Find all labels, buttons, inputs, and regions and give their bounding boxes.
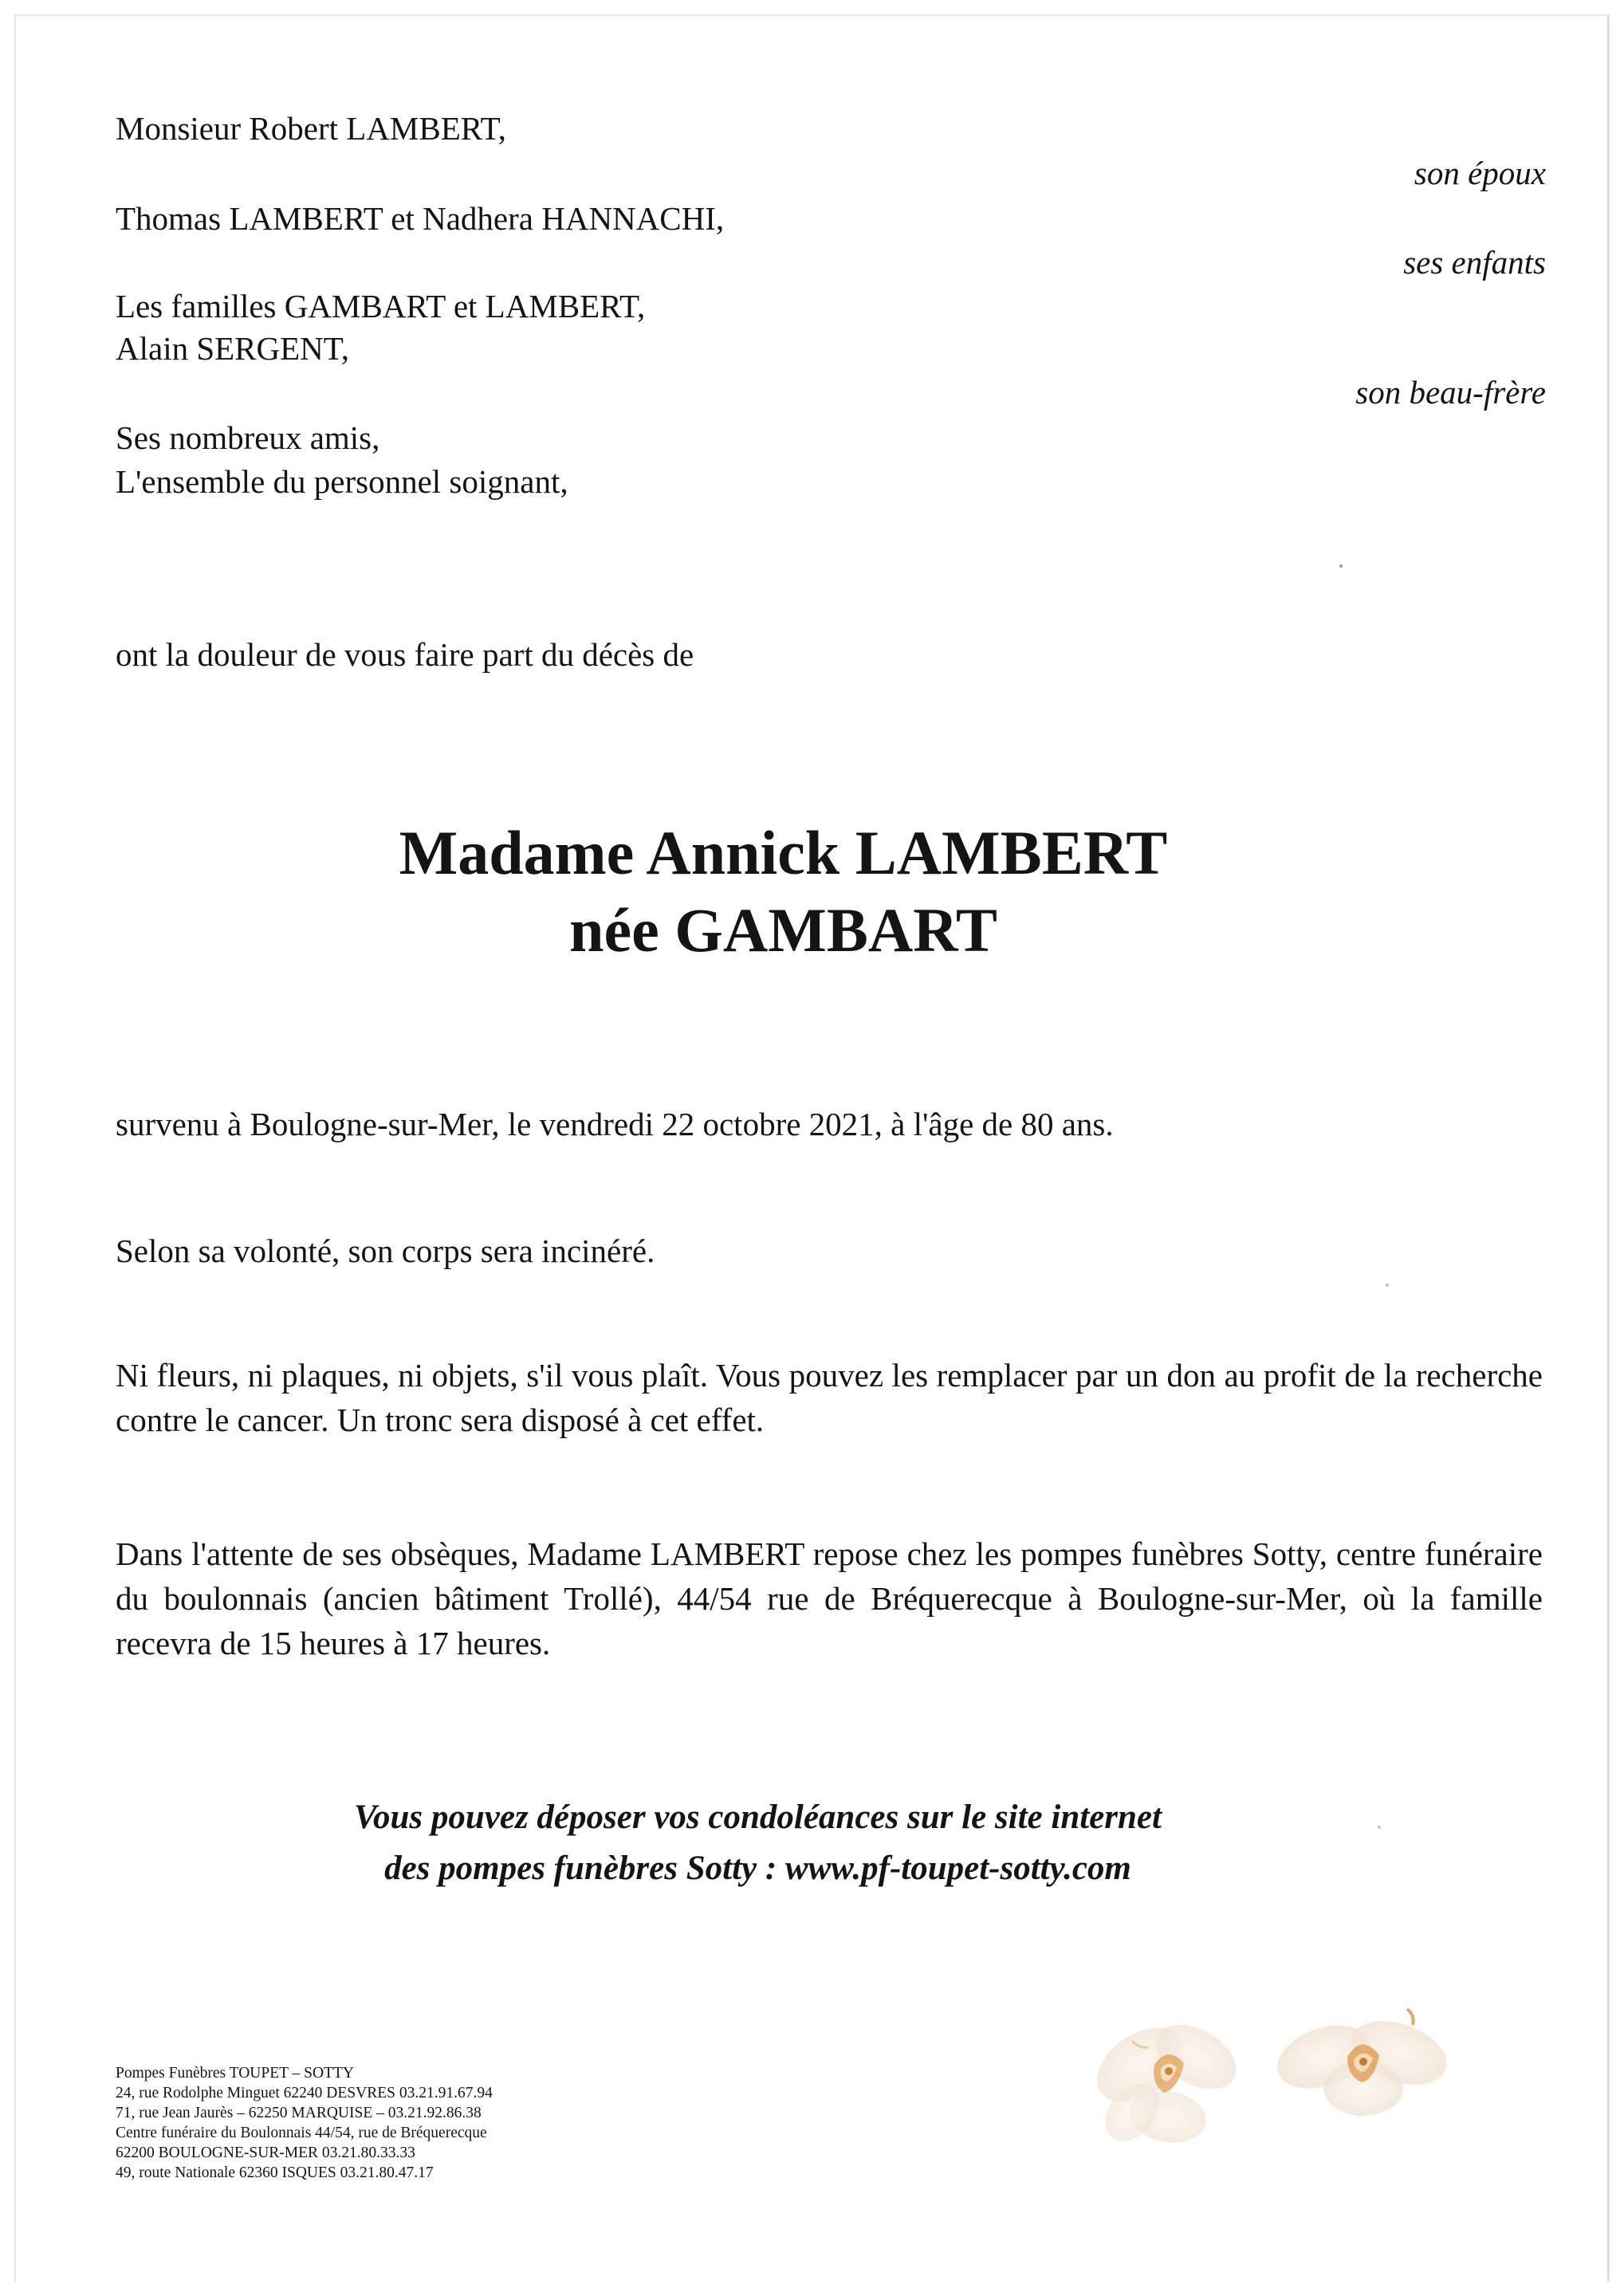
death-paragraph: survenu à Boulogne-sur-Mer, le vendredi 22 octobre 2021, à l'âge de 80 ans. xyxy=(116,1106,1114,1142)
footer-address-marquise: 71, rue Jean Jaurès – 62250 MARQUISE – 03.21.92.86.38 xyxy=(116,2105,482,2121)
cremation-paragraph: Selon sa volonté, son corps sera incinéré. xyxy=(116,1233,655,1269)
family-friends: Ses nombreux amis, xyxy=(116,419,380,456)
scan-speck xyxy=(1386,1284,1389,1287)
funeral-home-footer xyxy=(116,2063,493,2183)
footer-address-boulogne: 62200 BOULOGNE-SUR-MER 03.21.80.33.33 xyxy=(116,2145,415,2161)
family-children: Thomas LAMBERT et Nadhera HANNACHI, xyxy=(116,200,725,237)
footer-company: Pompes Funèbres TOUPET – SOTTY xyxy=(116,2065,355,2082)
relation-children: ses enfants xyxy=(1403,244,1546,281)
scan-speck xyxy=(1378,1826,1381,1829)
deceased-name: Madame Annick LAMBERT xyxy=(399,818,1168,887)
footer-address-desvres: 24, rue Rodolphe Minguet 62240 DESVRES 03.21.91.67.94 xyxy=(116,2085,493,2101)
announcement-text: ont la douleur de vous faire part du décès de xyxy=(116,636,694,673)
condolences-line-2: des pompes funèbres Sotty : www.pf-toupet-sotty.com xyxy=(384,1850,1131,1887)
condolences-line-1: Vous pouvez déposer vos condoléances sur le site internet xyxy=(354,1799,1162,1836)
relation-brother-in-law: son beau-frère xyxy=(1355,374,1546,411)
relation-husband: son époux xyxy=(1414,155,1546,191)
footer-address-isques: 49, route Nationale 62360 ISQUES 03.21.80.47.17 xyxy=(116,2164,434,2181)
flowers-paragraph: Ni fleurs, ni plaques, ni objets, s'il vous plaît. Vous pouvez les remplacer par un don au profit de la recherche contre le cancer. Un tronc sera disposé à cet effet. xyxy=(116,1357,1543,1438)
scan-speck xyxy=(1339,564,1343,568)
family-brother-in-law: Alain SERGENT, xyxy=(116,330,350,367)
family-husband: Monsieur Robert LAMBERT, xyxy=(116,110,506,147)
rest-paragraph: Dans l'attente de ses obsèques, Madame LAMBERT repose chez les pompes funèbres Sotty, centre funéraire du boulonnais (ancien bâtiment Trollé), 44/54 rue de Bréquerecque à Boulogne-sur-Mer, où la famille recevra de 15 heures à 17 heures. xyxy=(116,1535,1543,1661)
family-families: Les familles GAMBART et LAMBERT, xyxy=(116,288,646,324)
orchid-flower-icon xyxy=(1084,1969,1260,2176)
family-staff: L'ensemble du personnel soignant, xyxy=(116,463,568,500)
orchid-flower-icon xyxy=(1268,1993,1459,2129)
footer-address-centre: Centre funéraire du Boulonnais 44/54, rue de Bréquerecque xyxy=(116,2125,487,2141)
deceased-maiden-name: née GAMBART xyxy=(569,895,997,965)
